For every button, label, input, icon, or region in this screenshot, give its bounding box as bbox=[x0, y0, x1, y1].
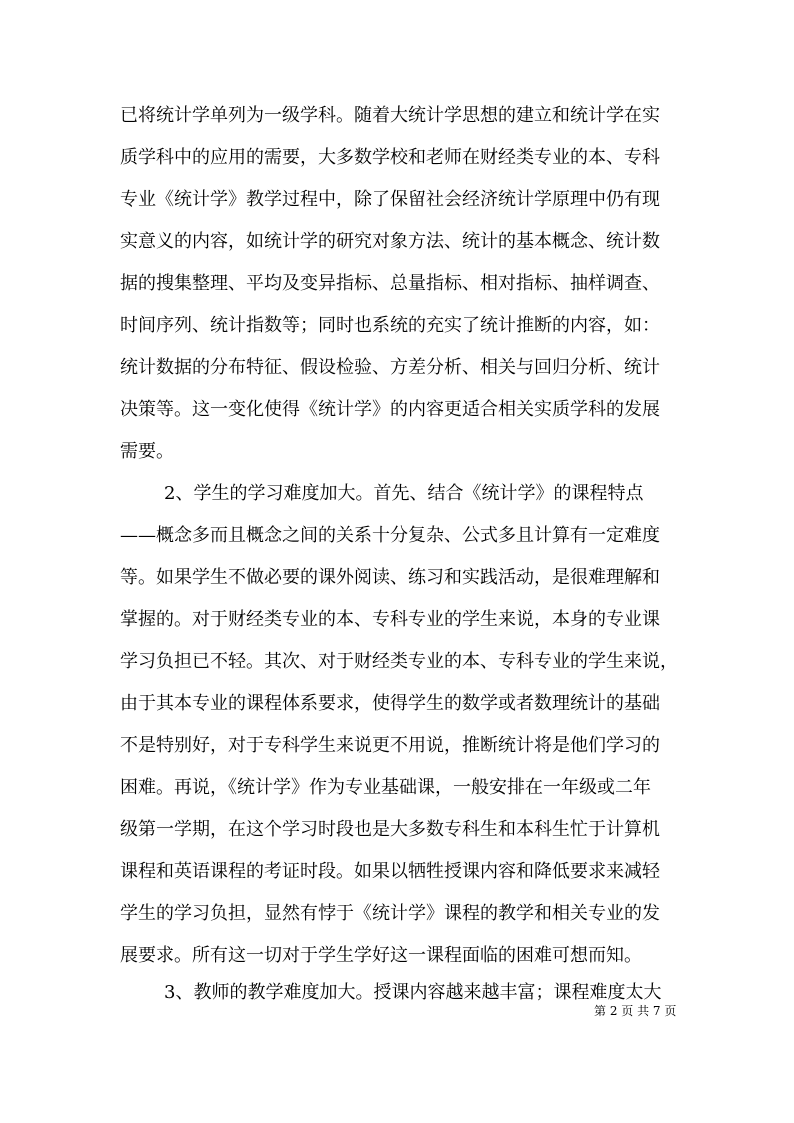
paragraph-line: 决策等。这一变化使得《统计学》的内容更适合相关实质学科的发展 bbox=[120, 399, 660, 420]
paragraph-line: 学习负担已不轻。其次、对于财经类专业的本、专科专业的学生来说， bbox=[120, 651, 678, 672]
paragraph-line: 等。如果学生不做必要的课外阅读、练习和实践活动，是很难理解和 bbox=[120, 567, 660, 588]
paragraph-line: 实意义的内容，如统计学的研究对象方法、统计的基本概念、统计数 bbox=[120, 231, 660, 252]
paragraph-line: 统计数据的分布特征、假设检验、方差分析、相关与回归分析、统计 bbox=[120, 357, 660, 378]
paragraph-line: 学生的学习负担，显然有悖于《统计学》课程的教学和相关专业的发 bbox=[120, 903, 660, 924]
paragraph-line: 展要求。所有这一切对于学生学好这一课程面临的困难可想而知。 bbox=[120, 945, 642, 966]
paragraph-line: 已将统计学单列为一级学科。随着大统计学思想的建立和统计学在实 bbox=[120, 105, 660, 126]
paragraph-line: 级第一学期，在这个学习时段也是大多数专科生和本科生忙于计算机 bbox=[120, 819, 660, 840]
paragraph-line: 不是特别好，对于专科学生来说更不用说，推断统计将是他们学习的 bbox=[120, 735, 660, 756]
paragraph-line: 专业《统计学》教学过程中，除了保留社会经济统计学原理中仍有现 bbox=[120, 189, 660, 210]
paragraph-line: 质学科中的应用的需要，大多数学校和老师在财经类专业的本、专科 bbox=[120, 147, 660, 168]
paragraph-line: 需要。 bbox=[120, 441, 174, 462]
paragraph-line: 时间序列、统计指数等；同时也系统的充实了统计推断的内容，如： bbox=[120, 315, 660, 336]
paragraph-line: 据的搜集整理、平均及变异指标、总量指标、相对指标、抽样调查、 bbox=[120, 273, 660, 294]
paragraph-first-line: 2、学生的学习难度加大。首先、结合《统计学》的课程特点 bbox=[164, 483, 644, 504]
paragraph-line: 掌握的。对于财经类专业的本、专科专业的学生来说，本身的专业课 bbox=[120, 609, 660, 630]
paragraph-line: 困难。再说，《统计学》作为专业基础课，一般安排在一年级或二年 bbox=[120, 777, 651, 798]
paragraph-line: 由于其本专业的课程体系要求，使得学生的数学或者数理统计的基础 bbox=[120, 693, 660, 714]
paragraph-line: ——概念多而且概念之间的关系十分复杂、公式多且计算有一定难度 bbox=[120, 525, 660, 546]
page-number-footer: 第 2 页 共 7 页 bbox=[594, 1004, 677, 1018]
paragraph-line: 课程和英语课程的考证时段。如果以牺牲授课内容和降低要求来减轻 bbox=[120, 861, 660, 882]
paragraph-first-line: 3、教师的教学难度加大。授课内容越来越丰富；课程难度太大 bbox=[164, 982, 662, 1003]
